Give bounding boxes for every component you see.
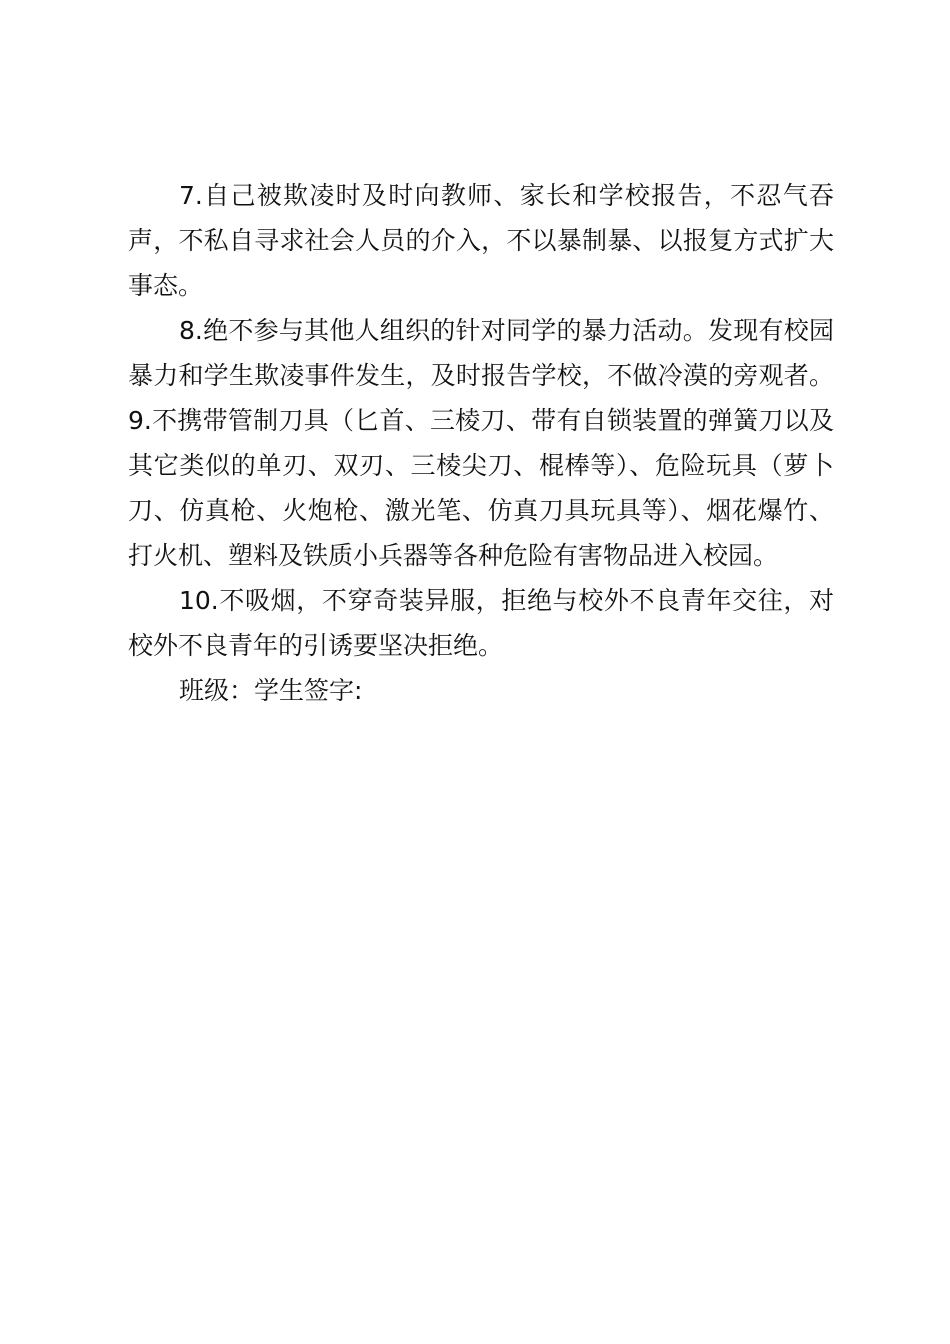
signature-line: 班级：学生签字:	[179, 676, 363, 705]
document-body	[128, 173, 834, 713]
paragraph-item-7: 7.自己被欺凌时及时向教师、家长和学校报告，不忍气吞声，不私自寻求社会人员的介入，不以暴制暴、以报复方式扩大事态。	[128, 181, 834, 300]
paragraph-item-8-9: 8.绝不参与其他人组织的针对同学的暴力活动。发现有校园暴力和学生欺凌事件发生，及时报告学校，不做冷漠的旁观者。9.不携带管制刀具（匕首、三棱刀、带有自锁装置的弹簧刀以及其它类似的单刃、双刃、三棱尖刀、棍棒等）、危险玩具（萝卜刀、仿真枪、火炮枪、激光笔、仿真刀具玩具等）、烟花爆竹、打火机、塑料及铁质小兵器等各种危险有害物品进入校园。	[128, 316, 834, 570]
paragraph-item-10: 10.不吸烟，不穿奇装异服，拒绝与校外不良青年交往，对校外不良青年的引诱要坚决拒绝。	[128, 586, 834, 660]
